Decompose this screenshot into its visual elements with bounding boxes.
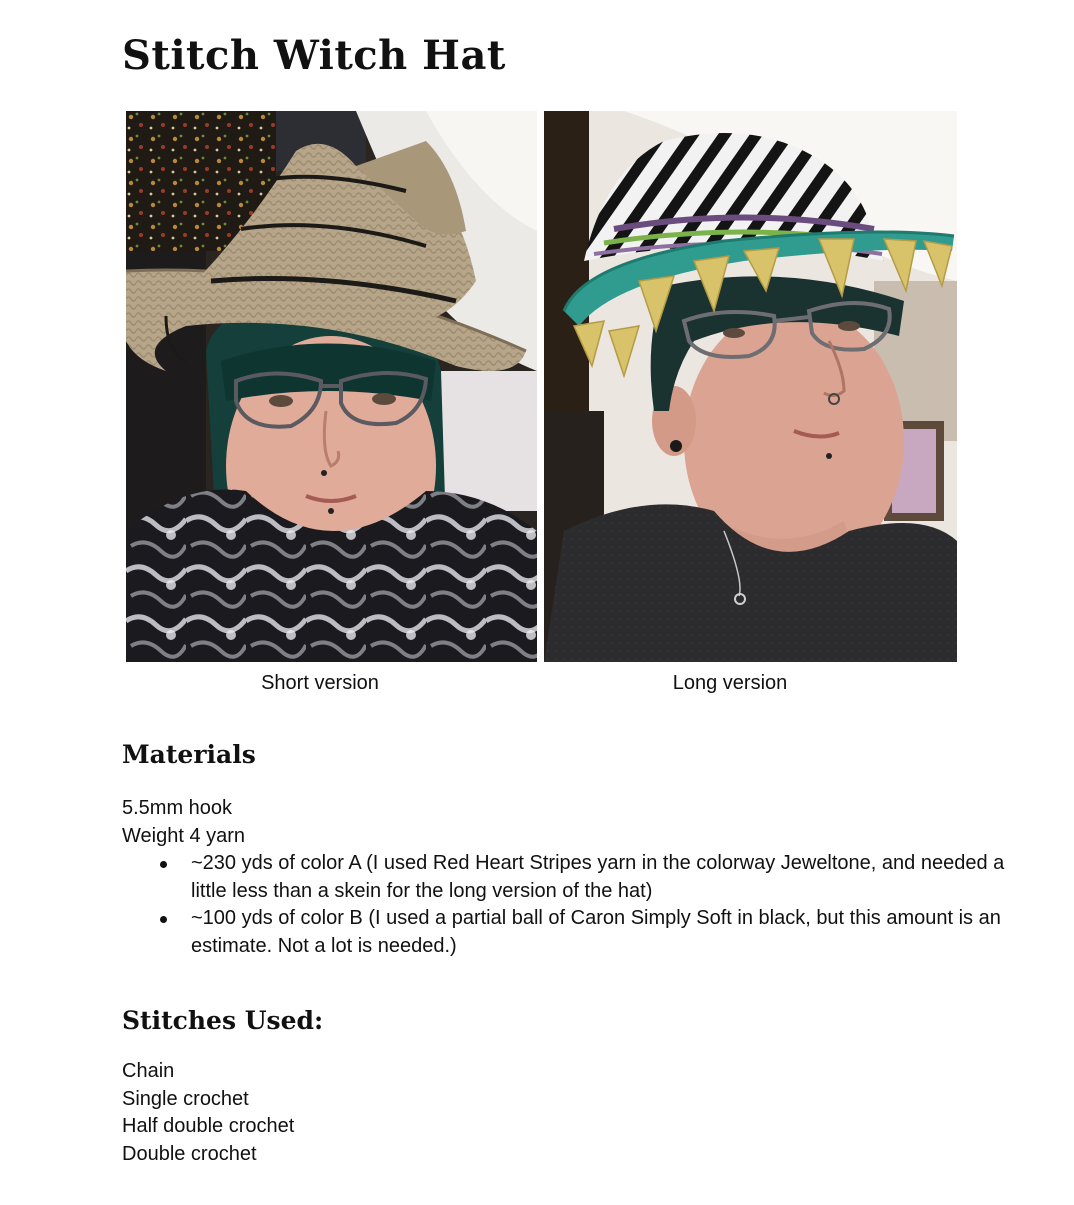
photo-long-version — [544, 111, 957, 662]
caption-short-version: Short version — [261, 672, 379, 694]
caption-long-version: Long version — [672, 672, 788, 694]
bullet-color-b — [160, 905, 1030, 960]
photo-short-version — [126, 111, 537, 662]
bullet-dot-icon — [160, 916, 167, 923]
short-version-image — [126, 111, 537, 662]
stitches-list — [122, 1058, 294, 1168]
stitch-double-crochet: Double crochet — [122, 1142, 257, 1165]
document-title: Stitch Witch Hat — [122, 32, 506, 79]
stitches-heading: Stitches Used: — [122, 1006, 324, 1035]
stitch-single-crochet: Single crochet — [122, 1087, 249, 1110]
material-yarn-weight: Weight 4 yarn — [122, 824, 246, 847]
bullet-color-b-text: ~100 yds of color B (I used a partial ball of Caron Simply Soft in black, but this amount is an estimate. Not a lot is needed.) — [191, 907, 1001, 957]
long-version-image — [544, 111, 957, 662]
materials-list — [122, 795, 245, 850]
material-hook: 5.5mm hook — [122, 797, 233, 819]
materials-heading: Materials — [122, 740, 256, 769]
bullet-color-a — [160, 850, 1030, 905]
stitch-half-double-crochet: Half double crochet — [122, 1115, 295, 1137]
stitch-chain: Chain — [122, 1060, 175, 1082]
yarn-bullets — [160, 850, 1030, 960]
bullet-color-a-text: ~230 yds of color A (I used Red Heart Stripes yarn in the colorway Jeweltone, and needed a little less than a skein for the long version of the hat) — [191, 852, 1005, 902]
bullet-dot-icon — [160, 861, 167, 868]
